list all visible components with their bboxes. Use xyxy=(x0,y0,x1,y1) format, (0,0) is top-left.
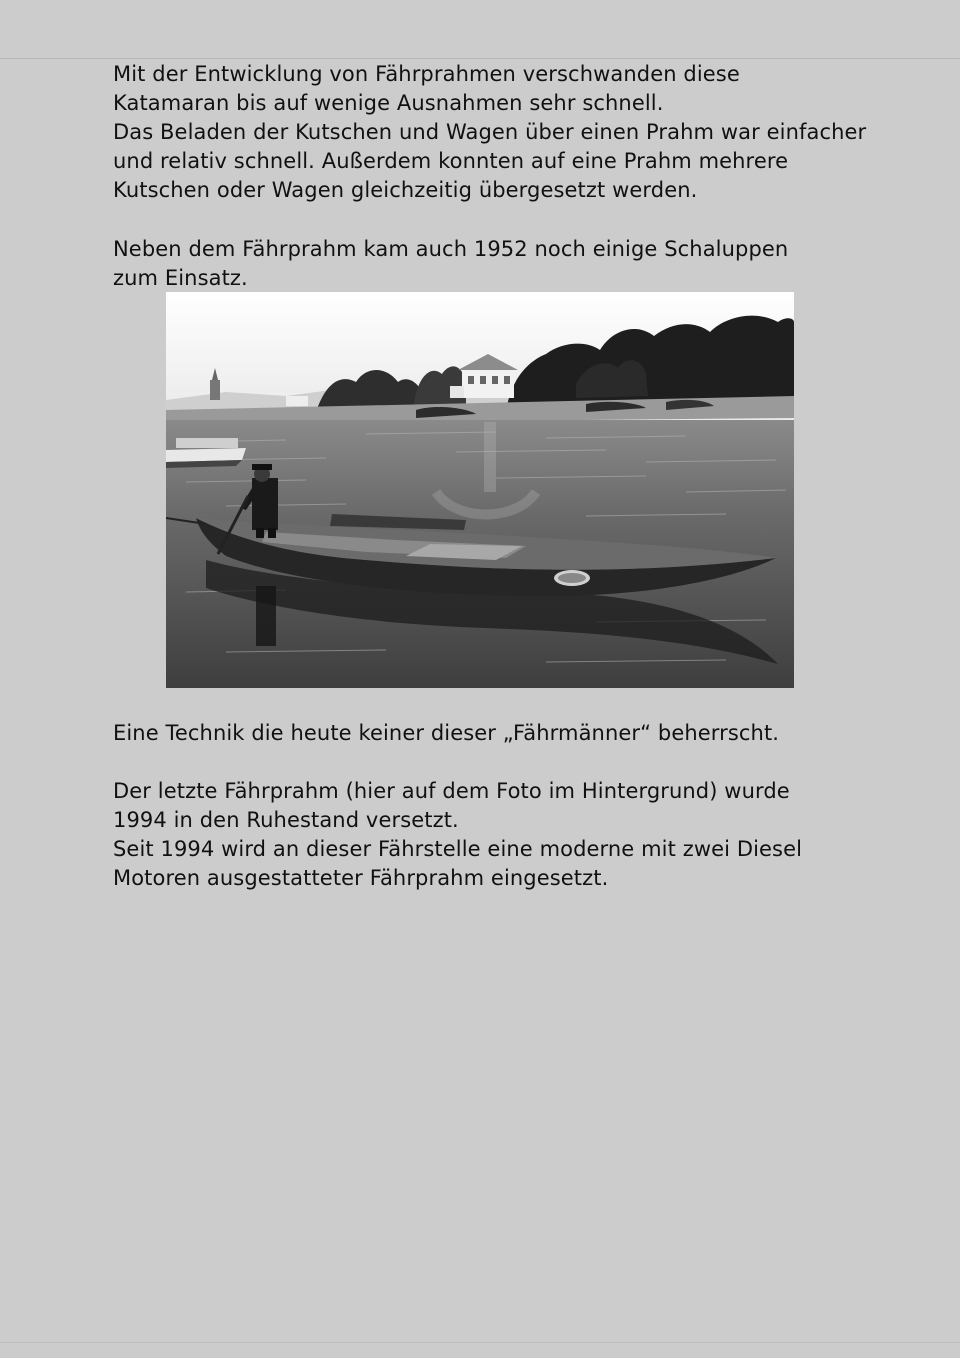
page-divider-bottom xyxy=(0,1342,960,1343)
text-line: Neben dem Fährprahm kam auch 1952 noch einige Schaluppen xyxy=(113,237,789,261)
paragraph-ferry-development xyxy=(113,60,893,205)
text-line: Mit der Entwicklung von Fährprahmen verschwanden diese xyxy=(113,62,740,86)
text-line: und relativ schnell. Außerdem konnten auf eine Prahm mehrere xyxy=(113,149,789,173)
paragraph-last-ferry xyxy=(113,777,893,893)
text-line: zum Einsatz. xyxy=(113,266,248,290)
text-line: Seit 1994 wird an dieser Fährstelle eine moderne mit zwei Diesel xyxy=(113,837,803,861)
text-line: Motoren ausgestatteter Fährprahm eingesetzt. xyxy=(113,866,609,890)
paragraph-technique xyxy=(113,719,893,748)
paragraph-schaluppen xyxy=(113,235,893,293)
text-line: Katamaran bis auf wenige Ausnahmen sehr schnell. xyxy=(113,91,664,115)
text-line: Das Beladen der Kutschen und Wagen über einen Prahm war einfacher xyxy=(113,120,867,144)
page-divider-top xyxy=(0,58,960,59)
text-line: Der letzte Fährprahm (hier auf dem Foto im Hintergrund) wurde xyxy=(113,779,790,803)
ferryman-boat-photo xyxy=(166,292,794,688)
text-line: Kutschen oder Wagen gleichzeitig übergesetzt werden. xyxy=(113,178,698,202)
text-line: Eine Technik die heute keiner dieser „Fährmänner“ beherrscht. xyxy=(113,721,780,745)
text-line: 1994 in den Ruhestand versetzt. xyxy=(113,808,459,832)
